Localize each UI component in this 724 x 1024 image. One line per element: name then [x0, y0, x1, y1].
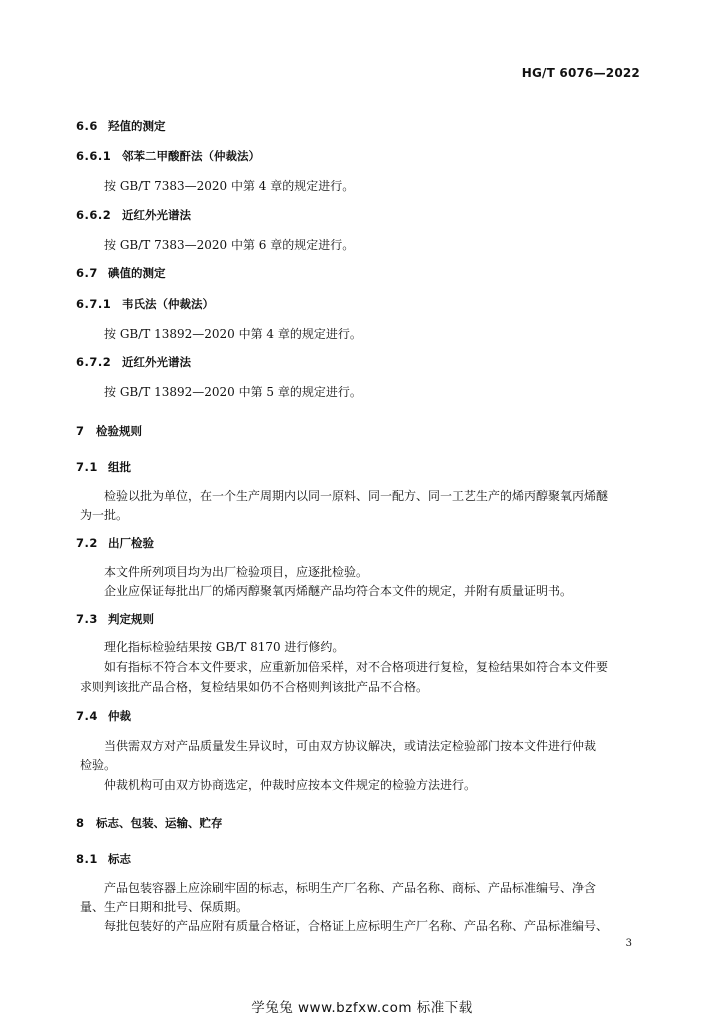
paragraph-6-6-1: 按 GB/T 7383—2020 中第 4 章的规定进行。	[104, 179, 355, 193]
paragraph-7-3-2-line2: 求则判该批产品合格，复检结果如仍不合格则判该批产品不合格。	[80, 680, 429, 694]
heading-6-7-2	[76, 354, 191, 370]
section-title: 组批	[108, 460, 131, 474]
section-title: 出厂检验	[108, 536, 154, 550]
heading-6-6-2	[76, 207, 191, 223]
section-title: 检验规则	[96, 424, 142, 438]
section-number: 6.7	[76, 266, 98, 280]
paragraph-8-1-2: 每批包装好的产品应附有质量合格证，合格证上应标明生产厂名称、产品名称、产品标准编号、	[104, 919, 609, 933]
section-number: 8	[76, 816, 85, 830]
heading-7	[76, 423, 142, 439]
paragraph-8-1-1-line2: 量、生产日期和批号、保质期。	[80, 900, 249, 914]
section-title: 羟值的测定	[108, 119, 166, 133]
paragraph-7-4-1-line1: 当供需双方对产品质量发生异议时，可由双方协议解决，或请法定检验部门按本文件进行仲裁	[104, 739, 597, 753]
section-number: 7.2	[76, 536, 98, 550]
heading-6-7	[76, 265, 166, 281]
section-number: 6.6.1	[76, 149, 112, 163]
heading-8	[76, 815, 223, 831]
section-title: 标志	[108, 852, 131, 866]
paragraph-7-1-line1: 检验以批为单位，在一个生产周期内以同一原料、同一配方、同一工艺生产的烯丙醇聚氧丙烯醚	[104, 489, 609, 503]
section-number: 7.1	[76, 460, 98, 474]
section-title: 韦氏法（仲裁法）	[122, 297, 214, 311]
footer-watermark[interactable]: 学兔兔 www.bzfxw.com 标准下载	[251, 1000, 473, 1016]
paragraph-7-4-2: 仲裁机构可由双方协商选定，仲裁时应按本文件规定的检验方法进行。	[104, 778, 477, 792]
section-number: 8.1	[76, 852, 98, 866]
paragraph-6-7-2: 按 GB/T 13892—2020 中第 5 章的规定进行。	[104, 385, 362, 399]
paragraph-7-3-2-line1: 如有指标不符合本文件要求，应重新加倍采样，对不合格项进行复检，复检结果如符合本文件要	[104, 660, 609, 674]
section-title: 判定规则	[108, 612, 154, 626]
standard-code: HG/T 6076—2022	[521, 66, 640, 80]
paragraph-7-2-2: 企业应保证每批出厂的烯丙醇聚氧丙烯醚产品均符合本文件的规定，并附有质量证明书。	[104, 584, 573, 598]
paragraph-7-4-1-line2: 检验。	[80, 758, 117, 772]
heading-6-7-1	[76, 296, 214, 312]
heading-7-3	[76, 611, 154, 627]
section-title: 邻苯二甲酸酐法（仲裁法）	[122, 149, 260, 163]
paragraph-7-2-1: 本文件所列项目均为出厂检验项目，应逐批检验。	[104, 565, 369, 579]
section-number: 6.7.1	[76, 297, 112, 311]
section-number: 7	[76, 424, 85, 438]
section-number: 6.6	[76, 119, 98, 133]
section-title: 近红外光谱法	[122, 355, 191, 369]
paragraph-8-1-1-line1: 产品包装容器上应涂刷牢固的标志，标明生产厂名称、产品名称、商标、产品标准编号、净含	[104, 881, 597, 895]
section-title: 碘值的测定	[108, 266, 166, 280]
heading-6-6-1	[76, 148, 260, 164]
section-number: 7.3	[76, 612, 98, 626]
section-number: 7.4	[76, 709, 98, 723]
section-number: 6.6.2	[76, 208, 112, 222]
heading-7-4	[76, 708, 131, 724]
heading-7-1	[76, 459, 131, 475]
paragraph-6-6-2: 按 GB/T 7383—2020 中第 6 章的规定进行。	[104, 238, 355, 252]
heading-7-2	[76, 535, 154, 551]
paragraph-6-7-1: 按 GB/T 13892—2020 中第 4 章的规定进行。	[104, 327, 362, 341]
page-number: 3	[625, 938, 632, 949]
heading-6-6	[76, 118, 166, 134]
section-title: 近红外光谱法	[122, 208, 191, 222]
paragraph-7-1-line2: 为一批。	[80, 508, 129, 522]
heading-8-1	[76, 851, 131, 867]
section-title: 标志、包装、运输、贮存	[96, 816, 223, 830]
paragraph-7-3-1: 理化指标检验结果按 GB/T 8170 进行修约。	[104, 640, 345, 654]
section-title: 仲裁	[108, 709, 131, 723]
section-number: 6.7.2	[76, 355, 112, 369]
